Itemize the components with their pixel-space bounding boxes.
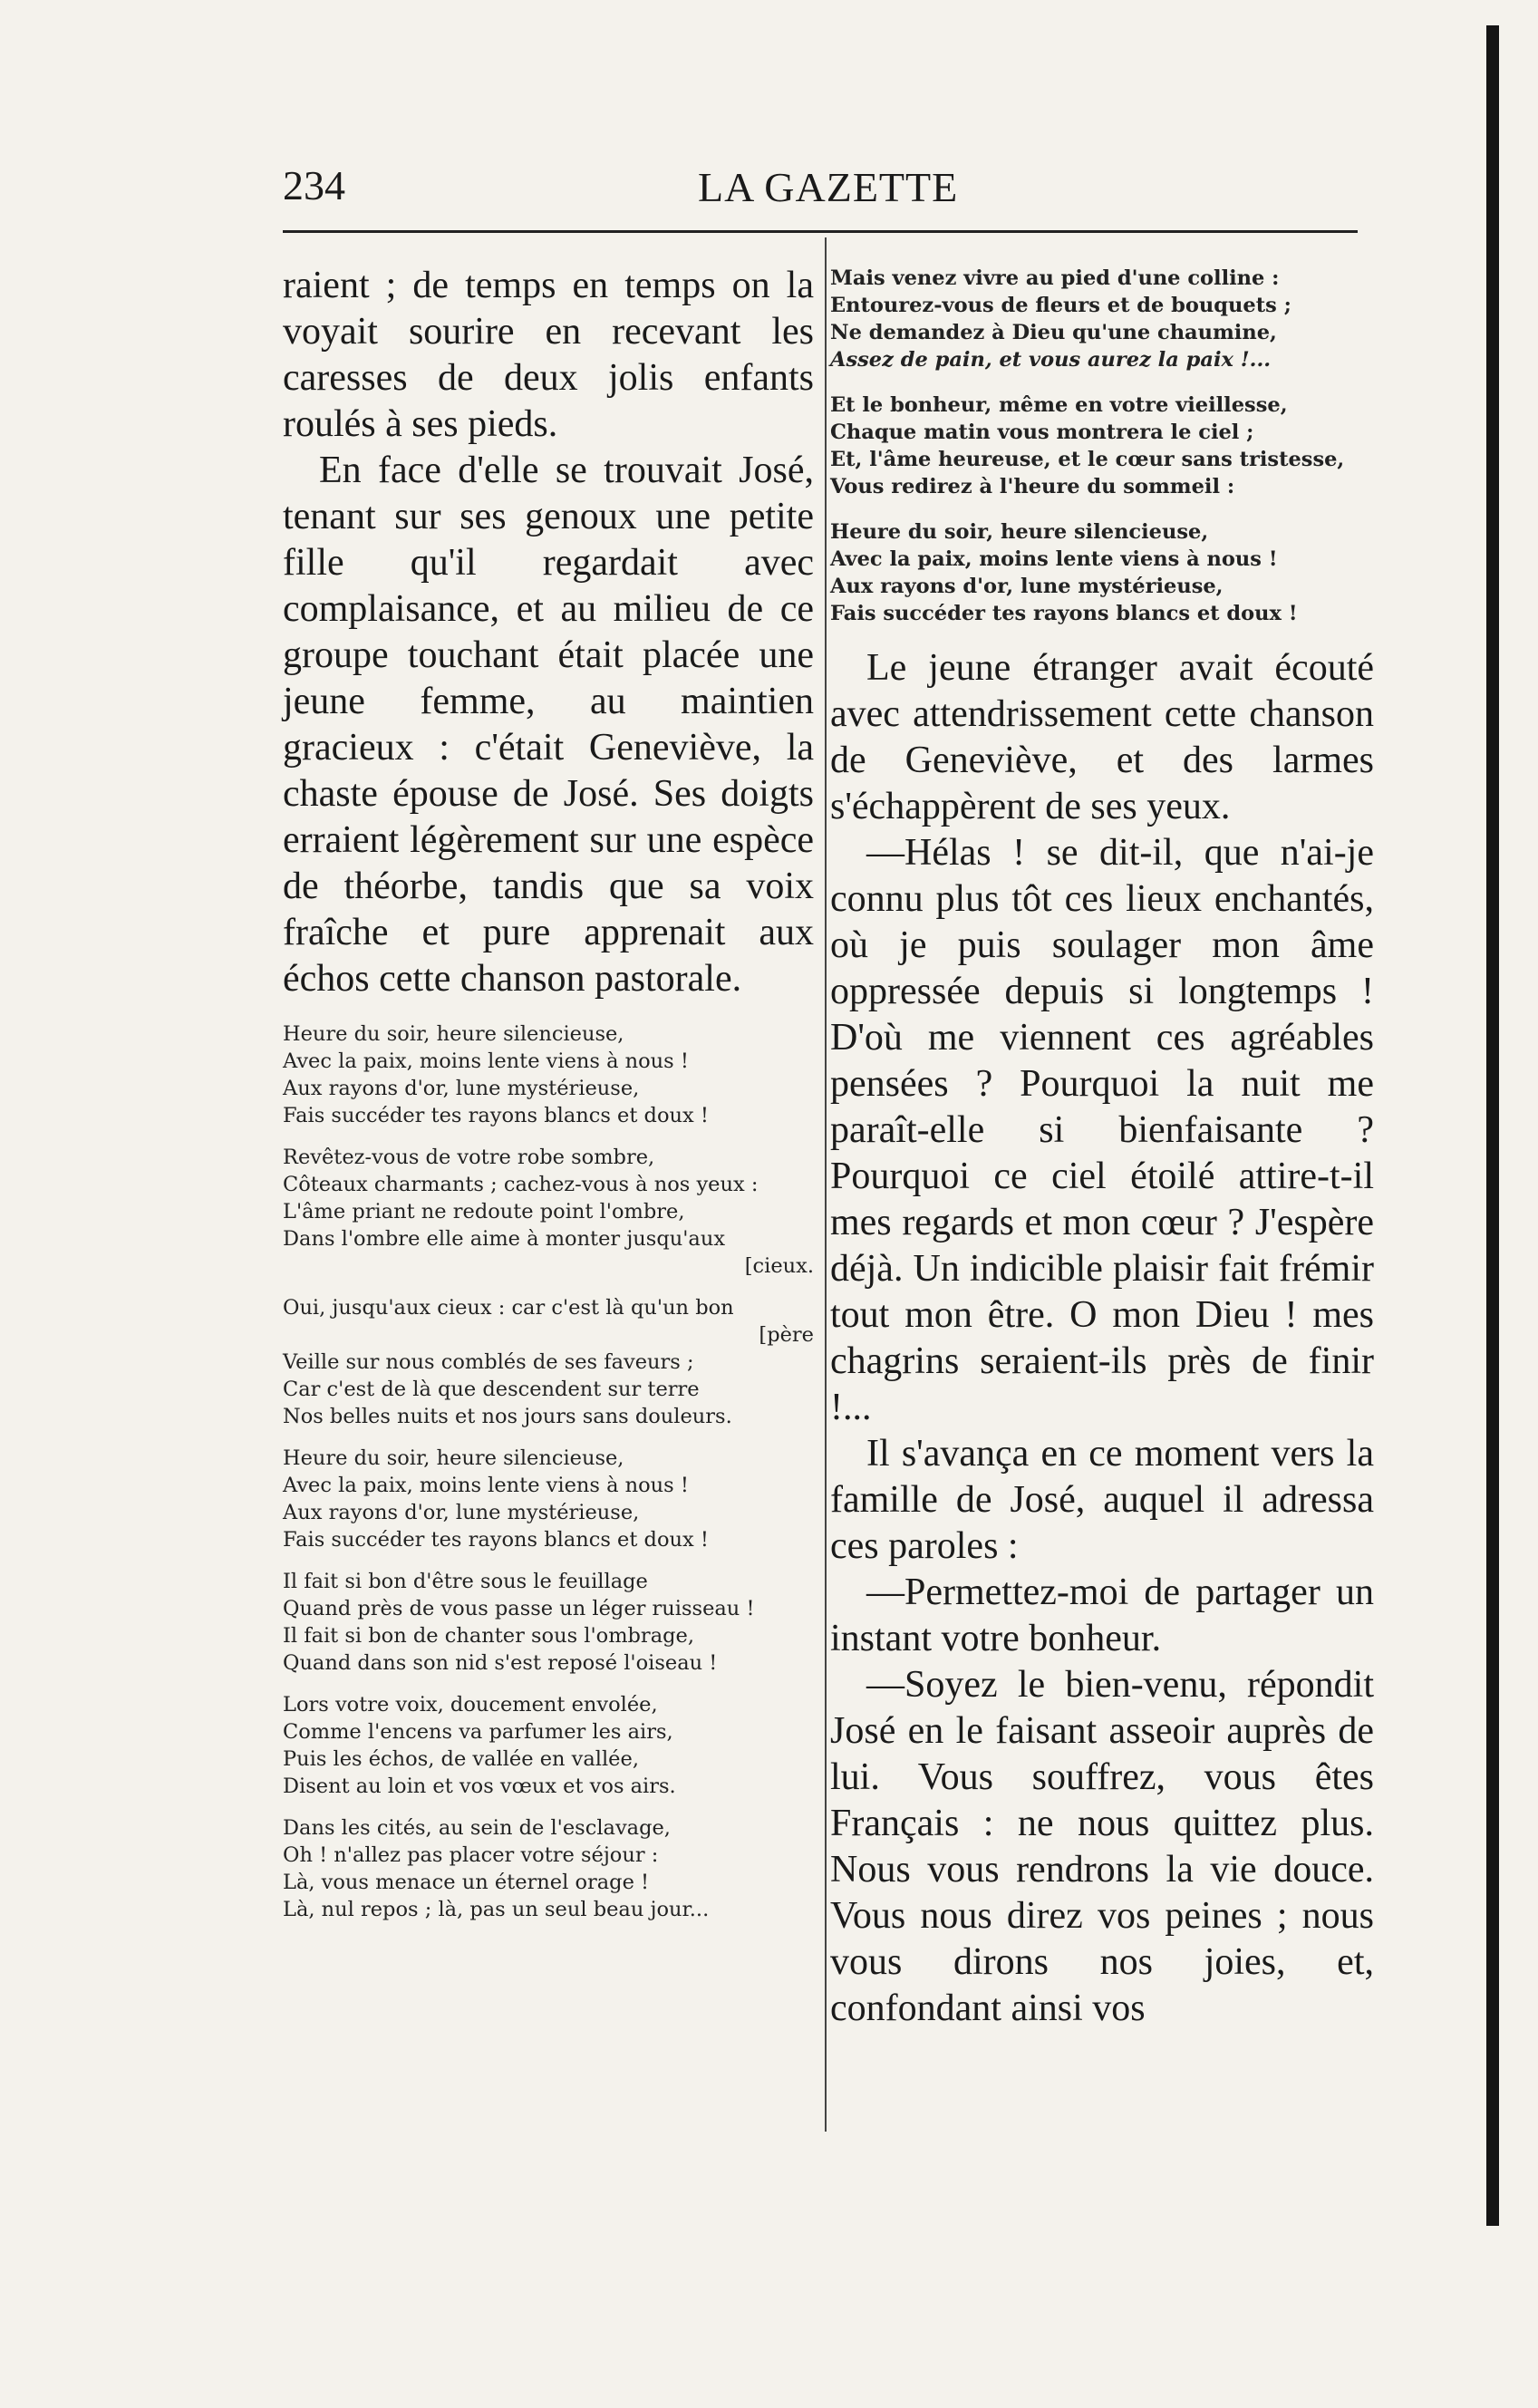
verse-line: Lors votre voix, doucement envolée, bbox=[283, 1693, 658, 1717]
verse-line: Entourez-vous de fleurs et de bouquets ; bbox=[830, 294, 1291, 317]
stanza bbox=[283, 1445, 814, 1553]
verse-line: Oui, jusqu'aux cieux : car c'est là qu'un bon bbox=[283, 1296, 734, 1320]
verse-line: Fais succéder tes rayons blancs et doux ! bbox=[283, 1528, 709, 1552]
verse-line: Disent au loin et vos vœux et vos airs. bbox=[283, 1775, 676, 1798]
paragraph: —Permettez-moi de partager un instant votre bonheur. bbox=[830, 1571, 1374, 1659]
left-column bbox=[283, 263, 814, 1938]
verse-line: Aux rayons d'or, lune mystérieuse, bbox=[283, 1077, 640, 1100]
verse-line: Côteaux charmants ; cachez-vous à nos yeux : bbox=[283, 1173, 759, 1196]
verse-line: Là, nul repos ; là, pas un seul beau jour... bbox=[283, 1898, 710, 1921]
verse-line: Ne demandez à Dieu qu'une chaumine, bbox=[830, 321, 1277, 344]
paragraph: —Hélas ! se dit-il, que n'ai-je connu plus tôt ces lieux enchantés, où je puis soulager mon âme oppressée depuis si longtemps ! D'où me viennent ces agréables pensées ? Pourquoi la nuit me paraît-elle si bienfaisante ? Pourquoi ce ciel étoilé attire-t-il mes regards et mon cœur ? J'espère déjà. Un indicible plaisir fait frémir tout mon être. O mon Dieu ! mes chagrins seraient-ils près de finir !... bbox=[830, 832, 1374, 1428]
verse-line: Heure du soir, heure silencieuse, bbox=[283, 1022, 624, 1046]
song-right bbox=[830, 265, 1374, 627]
stanza bbox=[283, 1144, 814, 1280]
verse-line: Vous redirez à l'heure du sommeil : bbox=[830, 475, 1235, 498]
stanza bbox=[283, 1568, 814, 1677]
running-title: LA GAZETTE bbox=[698, 164, 959, 210]
stanza bbox=[283, 1814, 814, 1923]
paragraph: Le jeune étranger avait écouté avec attendrissement cette chanson de Geneviève, et des larmes s'échappèrent de ses yeux. bbox=[830, 647, 1374, 827]
verse-line: Car c'est de là que descendent sur terre bbox=[283, 1378, 700, 1401]
verse-line: Quand dans son nid s'est reposé l'oiseau ! bbox=[283, 1651, 718, 1675]
verse-line: Veille sur nous comblés de ses faveurs ; bbox=[283, 1350, 694, 1374]
verse-line: Comme l'encens va parfumer les airs, bbox=[283, 1720, 673, 1744]
column-divider bbox=[825, 237, 827, 2132]
paragraph: —Soyez le bien-venu, répondit José en le faisant asseoir auprès de lui. Vous souffrez, vous êtes Français : ne nous quittez plus. Nous vous rendrons la vie douce. Vous nous direz vos peines ; nous vous dirons nos joies, et, confondant ainsi vos bbox=[830, 1664, 1374, 2029]
verse-line: Avec la paix, moins lente viens à nous ! bbox=[830, 547, 1278, 571]
paragraph: Il s'avança en ce moment vers la famille de José, auquel il adressa ces paroles : bbox=[830, 1433, 1374, 1567]
verse-line: Et le bonheur, même en votre vieillesse, bbox=[830, 393, 1288, 417]
stanza bbox=[830, 518, 1374, 627]
verse-line: Heure du soir, heure silencieuse, bbox=[283, 1446, 624, 1470]
verse-line: Et, l'âme heureuse, et le cœur sans tristesse, bbox=[830, 448, 1345, 471]
verse-continuation: [père bbox=[759, 1323, 814, 1347]
song-left bbox=[283, 1020, 814, 1923]
left-prose bbox=[283, 263, 814, 1002]
verse-line: Aux rayons d'or, lune mystérieuse, bbox=[830, 575, 1224, 598]
verse-line: Oh ! n'allez pas placer votre séjour : bbox=[283, 1843, 659, 1867]
verse-line: Là, vous menace un éternel orage ! bbox=[283, 1871, 650, 1894]
verse-line: Chaque matin vous montrera le ciel ; bbox=[830, 421, 1254, 444]
paragraph: En face d'elle se trouvait José, tenant sur ses genoux une petite fille qu'il regardait avec complaisance, et au milieu de ce groupe touchant était placée une jeune femme, au maintien gracieux : c'était Geneviève, la chaste épouse de José. Ses doigts erraient légèrement sur une espèce de théorbe, tandis que sa voix fraîche et pure apprenait aux échos cette chanson pastorale. bbox=[283, 450, 814, 1000]
verse-line: Il fait si bon de chanter sous l'ombrage, bbox=[283, 1624, 694, 1648]
stanza bbox=[283, 1020, 814, 1129]
right-column bbox=[830, 265, 1374, 2032]
right-prose bbox=[830, 645, 1374, 2032]
verse-line: Dans l'ombre elle aime à monter jusqu'aux bbox=[283, 1227, 726, 1251]
verse-line: Revêtez-vous de votre robe sombre, bbox=[283, 1146, 655, 1169]
stanza bbox=[283, 1294, 814, 1430]
verse-line: L'âme priant ne redoute point l'ombre, bbox=[283, 1200, 685, 1223]
header-rule bbox=[283, 230, 1358, 233]
verse-line: Quand près de vous passe un léger ruisseau ! bbox=[283, 1597, 755, 1620]
paragraph: raient ; de temps en temps on la voyait sourire en recevant les caresses de deux jolis enfants roulés à ses pieds. bbox=[283, 265, 814, 445]
verse-line: Heure du soir, heure silencieuse, bbox=[830, 520, 1209, 544]
stanza bbox=[830, 265, 1374, 373]
verse-line: Avec la paix, moins lente viens à nous ! bbox=[283, 1474, 689, 1497]
verse-line: Mais venez vivre au pied d'une colline : bbox=[830, 266, 1280, 290]
verse-line: Fais succéder tes rayons blancs et doux ! bbox=[283, 1104, 709, 1127]
stanza bbox=[283, 1691, 814, 1800]
verse-line: Puis les échos, de vallée en vallée, bbox=[283, 1747, 639, 1771]
stanza bbox=[830, 392, 1374, 500]
verse-line: Assez de pain, et vous aurez la paix !... bbox=[830, 348, 1272, 372]
verse-line: Avec la paix, moins lente viens à nous ! bbox=[283, 1049, 689, 1073]
binding-edge bbox=[1486, 25, 1499, 2226]
verse-line: Fais succéder tes rayons blancs et doux ! bbox=[830, 602, 1298, 625]
verse-line: Dans les cités, au sein de l'esclavage, bbox=[283, 1816, 671, 1840]
page-number: 234 bbox=[283, 162, 345, 208]
verse-line: Nos belles nuits et nos jours sans douleurs. bbox=[283, 1405, 732, 1428]
verse-line: Aux rayons d'or, lune mystérieuse, bbox=[283, 1501, 640, 1524]
verse-continuation: [cieux. bbox=[744, 1254, 814, 1278]
verse-line: Il fait si bon d'être sous le feuillage bbox=[283, 1570, 648, 1593]
